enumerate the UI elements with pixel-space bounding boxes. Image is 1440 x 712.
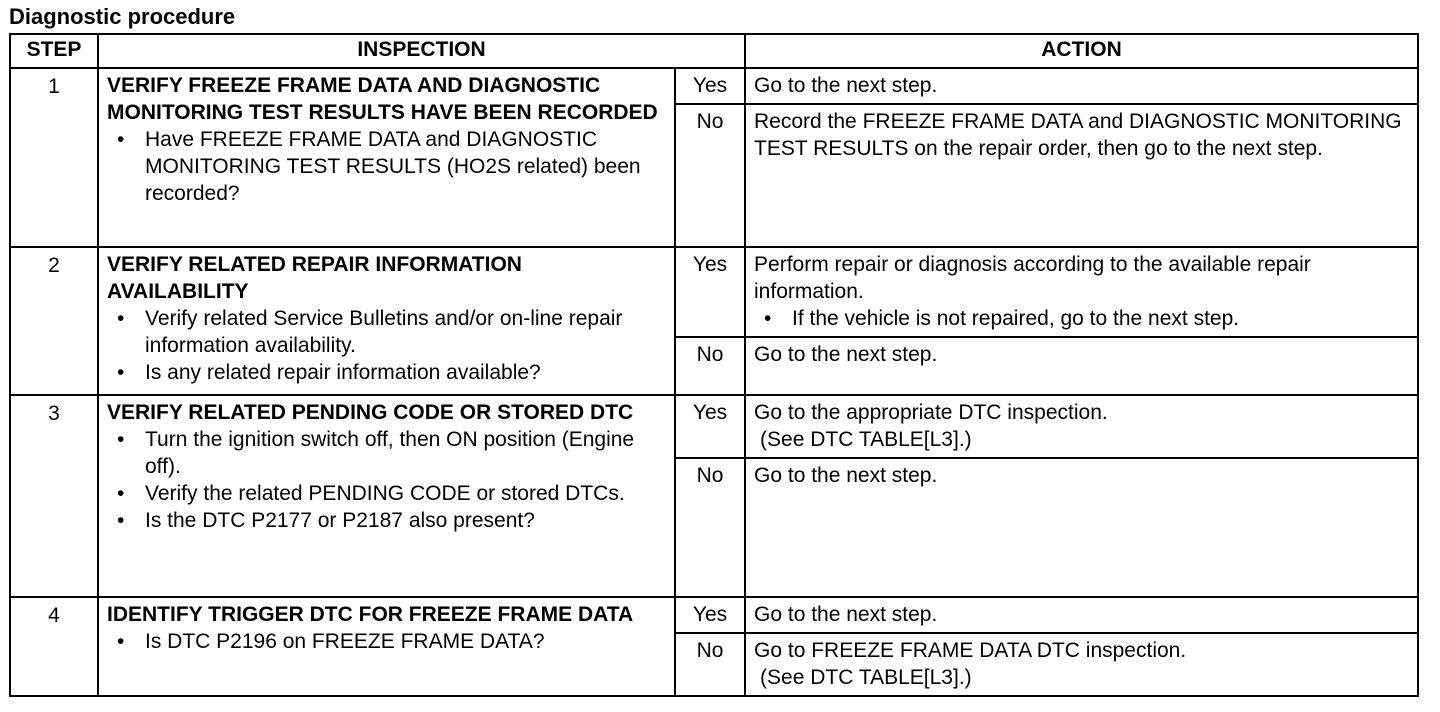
dtc-table-reference: (See DTC TABLE[L3].) [760, 666, 972, 689]
step-3-inspection [98, 395, 675, 597]
step-4-inspection [98, 597, 675, 696]
no-label: No [675, 633, 745, 696]
header-row [10, 34, 1418, 68]
bullet-item: • Have FREEZE FRAME DATA and DIAGNOSTIC MONITORING TEST RESULTS (HO2S related) been recorded? [107, 126, 668, 207]
step-4-yes-row [10, 597, 1418, 633]
yes-label: Yes [675, 395, 745, 458]
bullet-item: • If the vehicle is not repaired, go to the next step. [754, 305, 1409, 332]
step-number: 1 [10, 68, 98, 247]
no-action-cell [745, 633, 1418, 696]
no-action: Record the FREEZE FRAME DATA and DIAGNOSTIC MONITORING TEST RESULTS on the repair order, then go to the next step. [745, 104, 1418, 247]
step-heading: IDENTIFY TRIGGER DTC FOR FREEZE FRAME DATA [107, 603, 634, 626]
yes-action-cell [745, 247, 1418, 337]
diagnostic-procedure-table [9, 33, 1419, 697]
yes-action-cell [745, 395, 1418, 458]
dtc-table-reference: (See DTC TABLE[L3].) [760, 428, 972, 451]
no-action: Go to FREEZE FRAME DATA DTC inspection. [754, 639, 1187, 662]
no-label: No [675, 337, 745, 395]
yes-label: Yes [675, 68, 745, 104]
no-label: No [675, 104, 745, 247]
step-3-yes-row [10, 395, 1418, 458]
step-1-inspection [98, 68, 675, 247]
yes-action: Perform repair or diagnosis according to the available repair information. [754, 253, 1311, 303]
inspection-bullets [107, 126, 668, 207]
no-action: Go to the next step. [745, 337, 1418, 395]
step-heading: VERIFY RELATED REPAIR INFORMATION AVAILABILITY [107, 253, 522, 303]
yes-action: Go to the appropriate DTC inspection. [754, 401, 1108, 424]
bullet-item: • Is the DTC P2177 or P2187 also present? [107, 507, 668, 534]
step-2-inspection [98, 247, 675, 395]
step-1-yes-row [10, 68, 1418, 104]
step-number: 4 [10, 597, 98, 696]
yes-action: Go to the next step. [745, 597, 1418, 633]
step-number: 2 [10, 247, 98, 395]
bullet-item: • Is DTC P2196 on FREEZE FRAME DATA? [107, 628, 668, 655]
page-title: Diagnostic procedure [9, 4, 236, 29]
action-sub-bullets [754, 305, 1409, 332]
inspection-bullets [107, 628, 668, 655]
inspection-bullets [107, 426, 668, 534]
no-action: Go to the next step. [745, 458, 1418, 597]
bullet-item: • Turn the ignition switch off, then ON position (Engine off). [107, 426, 668, 480]
bullet-item: • Verify the related PENDING CODE or stored DTCs. [107, 480, 668, 507]
step-heading: VERIFY RELATED PENDING CODE OR STORED DTC [107, 401, 634, 424]
yes-action: Go to the next step. [745, 68, 1418, 104]
no-label: No [675, 458, 745, 597]
header-step: STEP [10, 34, 98, 68]
step-number: 3 [10, 395, 98, 597]
yes-label: Yes [675, 597, 745, 633]
step-heading: VERIFY FREEZE FRAME DATA AND DIAGNOSTIC MONITORING TEST RESULTS HAVE BEEN RECORDED [107, 74, 658, 124]
inspection-bullets [107, 305, 668, 386]
step-2-yes-row [10, 247, 1418, 337]
header-action: ACTION [745, 34, 1418, 68]
bullet-item: • Is any related repair information available? [107, 359, 668, 386]
bullet-item: • Verify related Service Bulletins and/or on-line repair information availability. [107, 305, 668, 359]
yes-label: Yes [675, 247, 745, 337]
header-inspection: INSPECTION [98, 34, 745, 68]
